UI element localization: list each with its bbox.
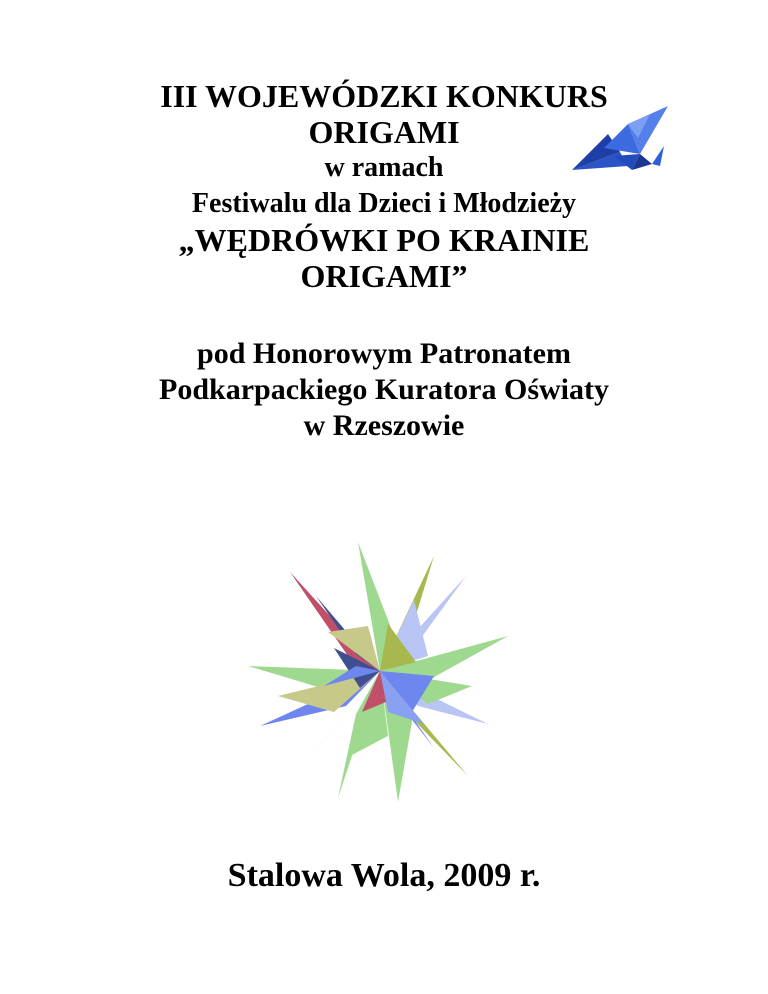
title-line-6: ORIGAMI” bbox=[300, 258, 468, 294]
place-and-date: Stalowa Wola, 2009 r. bbox=[227, 857, 541, 894]
title-line-2: ORIGAMI bbox=[308, 114, 460, 150]
title-line-5: „WĘDRÓWKI PO KRAINIE bbox=[178, 222, 590, 258]
title-line-4: Festiwalu dla Dzieci i Młodzieży bbox=[191, 188, 577, 219]
origami-crane-icon bbox=[568, 104, 672, 178]
patronage-line-2: Podkarpackiego Kuratora Oświaty bbox=[159, 373, 609, 406]
patronage-line-1: pod Honorowym Patronatem bbox=[197, 337, 571, 370]
title-line-1: III WOJEWÓDZKI KONKURS bbox=[160, 78, 608, 114]
origami-star-kusudama-icon bbox=[238, 536, 522, 806]
title-line-3: w ramach bbox=[324, 152, 444, 183]
patronage-block bbox=[0, 336, 768, 444]
patronage-line-3: w Rzeszowie bbox=[303, 409, 465, 442]
